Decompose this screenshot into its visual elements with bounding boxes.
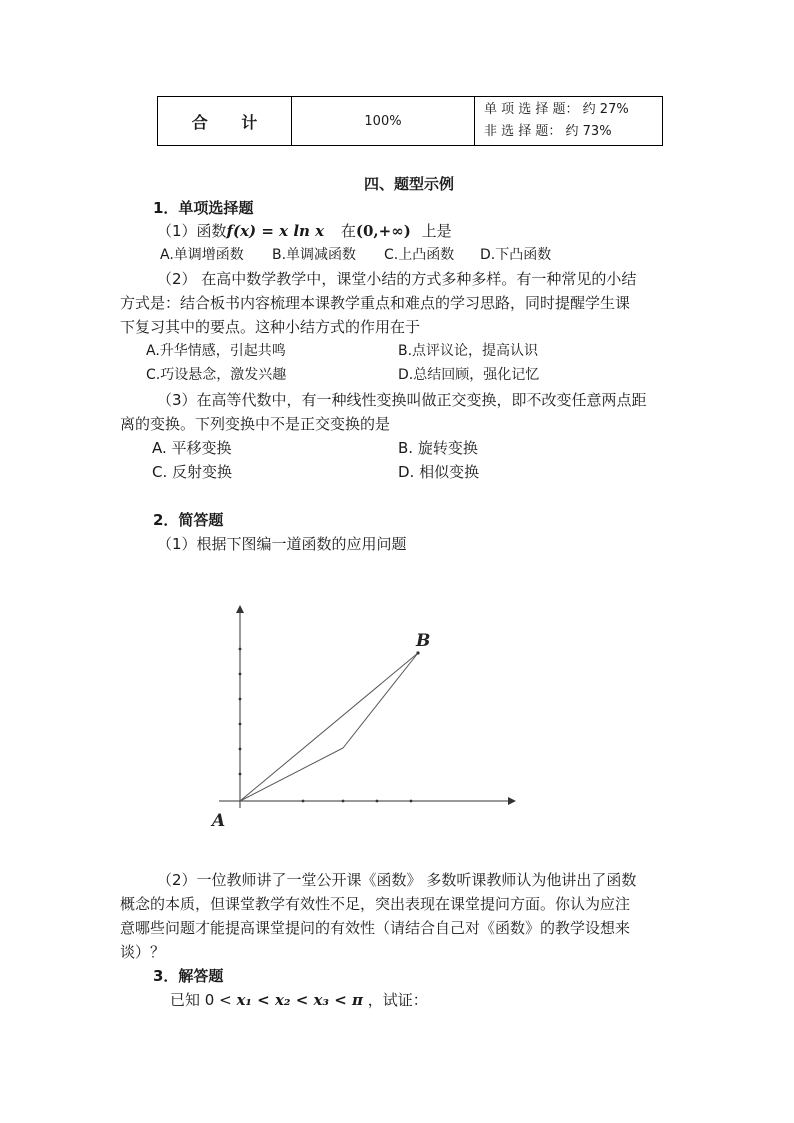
- q1-1-formula: f(x) = x ln x: [226, 222, 325, 240]
- q1-2-option-a: A.升华情感，引起共鸣: [146, 343, 286, 359]
- q3-prefix: 已知 0 <: [170, 991, 232, 1009]
- question-ratio-note: [475, 97, 663, 146]
- q3-suffix: ，试证：: [367, 991, 428, 1009]
- section-title: 四、题型示例: [364, 175, 455, 193]
- q1-2-option-c: C.巧设悬念，激发兴趣: [146, 367, 287, 383]
- total-label: 合 计: [158, 97, 292, 146]
- q2-2-line3: 意哪些问题才能提高课堂提问的有效性（请结合自己对《函数》的教学设想来: [120, 919, 631, 937]
- q1-1-option-d: D.下凸函数: [480, 247, 552, 263]
- q1-1-suffix: 上是: [421, 222, 452, 240]
- q1-3-option-c: C. 反射变换: [152, 463, 233, 481]
- q3-statement: [170, 989, 428, 1011]
- part3-heading: 3．解答题: [153, 967, 224, 985]
- q3-formula: x₁ < x₂ < x₃ < π: [236, 991, 363, 1009]
- point-b-label: B: [416, 631, 431, 651]
- q1-1-interval-prefix: 在: [340, 222, 356, 240]
- q1-2-line3: 下复习其中的要点。这种小结方式的作用在于: [120, 318, 421, 336]
- q1-3-line2: 离的变换。下列变换中不是正交变换的是: [120, 415, 391, 433]
- part1-heading: 1．单项选择题: [153, 199, 254, 217]
- x-tick: [342, 800, 345, 803]
- y-tick: [239, 723, 242, 726]
- segment-ab: [240, 653, 418, 801]
- y-tick: [239, 673, 242, 676]
- q1-1: [157, 220, 452, 242]
- y-tick: [239, 698, 242, 701]
- q1-1-prefix: （1）函数: [157, 222, 227, 240]
- q1-2-line2: 方式是：结合板书内容梳理本课教学重点和难点的学习思路，同时提醒学生课: [120, 294, 631, 312]
- y-tick: [239, 648, 242, 651]
- point-a-label: A: [212, 811, 226, 831]
- ratio-line-choice: 单 项 选 择 题： 约 27%: [484, 102, 629, 117]
- q1-1-option-b: B.单调减函数: [272, 247, 357, 263]
- q2-2-line1: （2）一位教师讲了一堂公开课《函数》 多数听课教师认为他讲出了函数: [157, 871, 637, 889]
- q1-1-interval: (0,+∞): [355, 222, 411, 240]
- q1-3-option-a: A. 平移变换: [152, 439, 232, 457]
- part2-heading: 2．简答题: [153, 511, 224, 529]
- q2-2-line4: 谈）？: [120, 943, 166, 961]
- x-tick: [410, 800, 413, 803]
- q1-3-option-d: D. 相似变换: [398, 463, 480, 481]
- q1-1-option-c: C.上凸函数: [384, 247, 455, 263]
- summary-table: [157, 96, 663, 146]
- x-tick: [302, 800, 305, 803]
- q1-2-option-b: B.点评议论，提高认识: [398, 343, 539, 359]
- x-tick: [376, 800, 379, 803]
- q1-3-option-b: B. 旋转变换: [398, 439, 478, 457]
- total-percent: 100%: [292, 97, 475, 146]
- q2-2-line2: 概念的本质，但课堂教学有效性不足，突出表现在课堂提问方面。你认为应注: [120, 895, 631, 913]
- y-tick: [239, 773, 242, 776]
- y-tick: [239, 748, 242, 751]
- q1-2-line1: （2） 在高中数学教学中，课堂小结的方式多种多样。有一种常见的小结: [157, 270, 637, 288]
- ratio-line-nonchoice: 非 选 择 题： 约 73%: [484, 124, 612, 139]
- q1-2-option-d: D.总结回顾，强化记忆: [398, 367, 540, 383]
- function-graph: [205, 600, 525, 840]
- q1-1-option-a: A.单调增函数: [160, 247, 244, 263]
- q2-1: （1）根据下图编一道函数的应用问题: [157, 535, 407, 553]
- q1-3-line1: （3）在高等代数中，有一种线性变换叫做正交变换，即不改变任意两点距: [157, 391, 647, 409]
- point-b-marker: [416, 651, 419, 654]
